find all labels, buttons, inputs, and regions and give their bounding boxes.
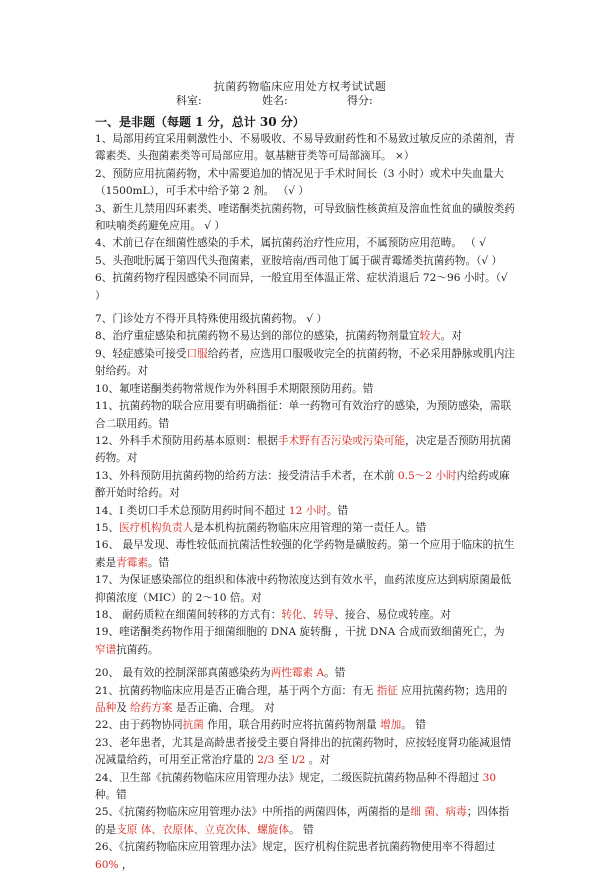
question-text: 。 错: [401, 719, 426, 732]
question-item: [95, 572, 515, 607]
section-title: 一、是非题（每题 1 分，总计 30 分）: [95, 115, 305, 129]
question-text: ；四体指的是: [95, 806, 510, 836]
document-title: 抗菌药物临床应用处方权考试试题: [213, 80, 387, 93]
question-item: [95, 433, 515, 468]
highlighted-answer: 口服: [186, 347, 208, 360]
question-item: [95, 537, 515, 572]
question-text: 10、氟喹诺酮类药物常规作为外科围手术期限预防用药。错: [95, 382, 374, 395]
question-text: 给药者，应选用口服吸收完全的抗菌药物，不必采用静脉或肌内注射给药。对: [95, 347, 515, 378]
question-item: [95, 235, 515, 252]
question-text: 4、术前已存在细菌性感染的手术，属抗菌药治疗性应用，不属预防应用范畴。 （ √: [95, 237, 487, 250]
highlighted-answer: 医疗机构负责人: [119, 521, 194, 534]
question-text: 26、《抗菌药物临床应用管理办法》规定，医疗机构住院患者抗菌药物使用率不得超过: [95, 841, 496, 854]
question-item: [95, 328, 515, 345]
question-text: ，: [118, 858, 133, 871]
highlighted-answer: 手术野有否污染或污染可能: [277, 434, 406, 447]
highlighted-answer: 增加: [380, 719, 402, 732]
question-text: 22、由于药物协同: [95, 719, 183, 732]
highlighted-answer: 给药方案: [130, 702, 173, 714]
highlighted-answer: 细 菌、病毒: [410, 806, 467, 819]
question-text: 。错: [326, 504, 349, 517]
question-item: [95, 503, 515, 520]
highlighted-answer: 30: [482, 771, 497, 784]
highlighted-answer: 12 小时: [288, 504, 327, 517]
highlighted-answer: 青霉素: [116, 556, 148, 569]
question-item: [95, 253, 515, 270]
highlighted-answer: 转化、转导: [281, 608, 335, 621]
question-text: 17、为保证感染部位的组织和体液中药物浓度达到有效水平，血药浓度应达到病原菌最低抑菌浓度（MIC）的 2～10 倍。对: [95, 574, 512, 604]
highlighted-answer: 支原 体、衣原体、立克次体、螺旋体: [116, 823, 290, 836]
question-item: [95, 624, 515, 659]
question-item: [95, 398, 515, 433]
question-text: 、接合、易位或转座。对: [334, 608, 451, 621]
question-item: [95, 381, 515, 398]
question-text: 2、预防应用抗菌药物，术中需要追加的情况见于手术时间长（3 小时）或术中失血量大（1500mL），可手术中给予第 2 剂。 （√ ）: [95, 167, 504, 198]
question-text: 至: [274, 754, 292, 767]
highlighted-answer: 两性霉素 A: [270, 667, 325, 680]
question-item: [95, 131, 515, 166]
highlighted-answer: 2/3: [257, 754, 275, 767]
question-text: 8、治疗重症感染和抗菌药物不易达到的部位的感染，抗菌药物剂量宜: [95, 330, 420, 343]
question-text: 种。错: [95, 789, 127, 802]
question-text: 应用抗菌药物；选用的: [397, 684, 508, 697]
question-text: 是本机构抗菌药物临床应用管理的第一责任人。错: [193, 521, 427, 534]
question-item: [95, 520, 515, 537]
question-item: [95, 201, 515, 236]
highlighted-answer: l/2: [291, 754, 306, 767]
highlighted-answer: 0.5～2 小时: [397, 469, 457, 482]
highlighted-answer: 60%: [95, 858, 119, 871]
question-text: 抗菌药。: [116, 643, 159, 656]
question-text: 。错: [147, 556, 170, 569]
question-text: 19、喹诺酮类药物作用于细菌细胞的 DNA 旋转酶 ，干扰 DNA 合成而致细菌死亡，为: [95, 626, 505, 639]
question-text: 。对: [440, 330, 462, 343]
question-text: 。对: [305, 754, 330, 767]
question-item: [95, 717, 515, 734]
question-item: [95, 804, 515, 839]
question-text: 12、外科手术预防用药基本原则：根据: [95, 434, 278, 447]
question-item: [95, 683, 515, 718]
highlighted-answer: 较大: [419, 330, 441, 343]
question-item: [95, 468, 515, 503]
question-text: 11、抗菌药物的联合应用要有明确指征：单一药物可有效治疗的感染，为预防感染，需联合二联用药。错: [95, 400, 512, 430]
name-field: 姓名:: [262, 94, 288, 107]
department-field: 科室:: [176, 94, 202, 107]
question-item: [95, 607, 515, 624]
question-text: 。 错: [289, 823, 314, 836]
question-text: 23、老年患者，尤其是高龄患者接受主要自肾排出的抗菌药物时，应按轻度肾功能减退情况减量给药，可用至正常治疗量的: [95, 736, 512, 767]
question-text: 15、: [95, 521, 120, 534]
question-text: 6、抗菌药物疗程因感染不同而异，一般宜用至体温正常、症状消退后 72～96 小时。（√ ）: [95, 272, 508, 302]
question-text: 13、外科预防用抗菌药物的给药方法：接受清洁手术者，在术前: [95, 469, 398, 482]
question-item: [95, 665, 515, 682]
question-text: 14、I 类切口手术总预防用药时间不超过: [95, 504, 289, 517]
question-text: 是否正确、合理。 对: [172, 702, 275, 714]
highlighted-answer: 抗菌: [182, 719, 204, 732]
question-item: [95, 166, 515, 201]
question-text: 7、门诊处方不得开具特殊使用级抗菌药物。 √ ）: [95, 313, 328, 326]
highlighted-answer: 指征: [376, 684, 398, 697]
question-text: 21、抗菌药物临床应用是否正确合理，基于两个方面：有无: [95, 684, 377, 697]
question-item: [95, 839, 515, 874]
question-text: 5、头孢吡肟属于第四代头孢菌素，亚胺培南/西司他丁属于碳青霉烯类抗菌药物。（√ ）: [95, 254, 503, 267]
question-text: 20、 最有效的控制深部真菌感染药为: [95, 667, 271, 680]
question-text: ，决定是否预防用抗菌药物。对: [95, 434, 512, 465]
question-text: 16、 最早发现、毒性较低而抗菌活性较强的化学药物是磺胺药。第一个应用于临床的抗生素是: [95, 539, 515, 569]
question-item: [95, 770, 515, 805]
question-item: [95, 735, 515, 770]
question-text: 9、轻症感染可接受: [95, 347, 187, 360]
question-text: 作用，联合用药时应将抗菌药物剂量: [203, 719, 381, 732]
highlighted-answer: 窄谱: [95, 643, 117, 656]
question-text: 及: [116, 702, 131, 714]
question-text: 。错: [324, 667, 346, 680]
score-field: 得分:: [347, 94, 373, 107]
question-text: 24、卫生部《抗菌药物临床应用管理办法》规定，二级医院抗菌药物品种不得超过: [95, 771, 483, 784]
question-text: 18、 耐药质粒在细菌间转移的方式有：: [95, 608, 282, 621]
question-text: 25、《抗菌药物临床应用管理办法》中所指的两菌四体，两菌指的是: [95, 806, 411, 819]
question-item: [95, 270, 515, 305]
highlighted-answer: 品种: [95, 702, 117, 714]
question-item: [95, 311, 515, 328]
question-list: [95, 131, 515, 874]
question-item: [95, 346, 515, 381]
question-text: 内给药或麻醉开始时给药。对: [95, 469, 510, 500]
question-text: 3、新生儿禁用四环素类、喹诺酮类抗菌药物，可导致脑性核黄疸及溶血性贫血的磺胺类药和呋喃类药避免应用。 √ ）: [95, 202, 515, 233]
question-text: 1、局部用药宜采用刺激性小、不易吸收、不易导致耐药性和不易致过敏反应的杀菌剂，青霉素类、头孢菌素类等可局部应用。氨基糖苷类等可局部滴耳。 ×）: [95, 133, 515, 163]
